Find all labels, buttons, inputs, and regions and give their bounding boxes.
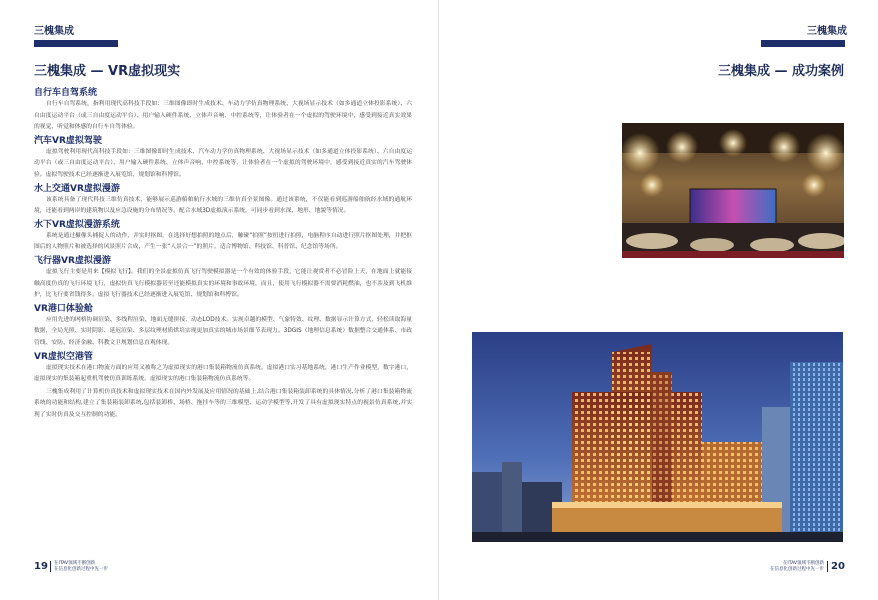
footer-divider <box>827 561 828 572</box>
section-aircraft <box>34 255 412 302</box>
section-airport <box>34 351 412 422</box>
section-underwater <box>34 219 412 254</box>
section-heading: 飞行器VR虚拟漫游 <box>34 255 111 266</box>
right-page <box>439 0 878 600</box>
footer-line-2: 在信息化创新过程中先一步 <box>770 567 824 572</box>
footer-line-1: 在ITAV领域不断创新 <box>782 561 824 566</box>
section-body: 应用先进的网格协调渲染、多线程渲染、地面无缝拼接、动态LOD技术。实现卓越的模型、气象特效、纹理、数据显示计算方式，轻松读取海量数据，全局光照、实时阴影、延迟渲染、多层纹理材质烘培实现更加真实的城市场景细节表现力。3DGIS（地理信息系统）数据整合交通体系、市政管线、安防、经济金融、科教文卫规划信息直观体现。 <box>34 316 412 346</box>
footer-line-1: 在ITAV领域不断创新 <box>54 561 96 566</box>
section-bicycle <box>34 87 412 134</box>
page-title: 三槐集成 — VR虚拟现实 <box>34 64 181 79</box>
page-number: 20 <box>831 561 845 572</box>
section-heading: 自行车自驾系统 <box>34 88 98 98</box>
section-car <box>34 135 412 182</box>
hotel-building-photo <box>472 332 843 542</box>
section-body: 系统是通过摄像头捕捉人的动作，并实时抠图，在选择好想拍照的地点后，触碰“拍照”按扭进行拍照，电脑程序自动进行照片抠图处理，并把抠图后的人物照片和被选择的风景照片合成，产生一张“人景合一”的照片。适合博物馆、科技馆、科普馆、纪念馆等场所。 <box>34 232 412 251</box>
brand-bar <box>761 40 845 47</box>
section-body: 虚拟飞行主要是用来【模拟飞行】。我们的全景虚拟仿真飞行驾驶模拟器是一个有效的体验手段，它能让观赏者不必冒险上天，在地面上就能接触高度仿真的飞行环境飞行，虚拟仿真飞行模拟器甚至还能模拟真实的环境和事故环境，而且，使用飞行模拟器不需要消耗燃油，也不涉及到飞机维护，比飞行要省钱得多。虚拟飞行器技术已经逐渐进入展览馆、规划馆和科博馆。 <box>34 268 412 299</box>
page-number: 19 <box>34 561 48 572</box>
section-body: 该系统具备了现代科技三维仿真技术，能够展示巡游船舶航行水域的三维仿真全景图像。通过该系统，不仅能看到巡游船舶航经水域的通航环境，还能看到两岸的建筑物以及应急设施的分布情况等。配合水域3D虚拟演示系统，可同步看到水深、地形、地貌等情况。 <box>34 196 412 215</box>
section-body: 自行车自驾系统，指利用现代高科技手段如：三维图像即时生成技术、车动力学仿真物理系统、大视场显示技术（如多通道立体投影系统）、六自由度运动平台（或三自由度运动平台）、用户输入硬件系统、立体声音响、中控系统等，让体验者在一个虚拟的驾驶环境中，感受到接近真实效果的视觉、听觉和体感的自行车自驾体验。 <box>34 101 412 131</box>
section-heading: VR虚拟空港管 <box>34 351 93 362</box>
footer-divider <box>50 561 51 572</box>
section-port-cabin <box>34 303 412 350</box>
banquet-hall-photo <box>622 123 844 258</box>
vr-sections <box>34 86 412 422</box>
section-heading: VR港口体验舱 <box>34 303 93 314</box>
hotel-building-image <box>472 332 843 542</box>
section-heading: 汽车VR虚拟驾驶 <box>34 135 102 146</box>
page-title: 三槐集成 — 成功案例 <box>717 64 844 79</box>
section-body: 虚拟驾驶利用现代高科技手段如：三维图像即时生成技术、汽车动力学仿真物理系统、大视场显示技术（如多通道立体投影系统）、六自由度运动平台（或三自由度运动平台）、用户输入硬件系统、立体声音响、中控系统等，让体验者在一个虚拟的驾驶环境中，感受到接近真实的汽车驾驶体验。虚拟驾驶技术已经逐渐进入展览馆、规划馆和科博馆。 <box>34 148 412 178</box>
section-water-traffic <box>34 183 412 218</box>
section-heading: 水下VR虚拟漫游系统 <box>34 219 120 230</box>
brand-label: 三槐集成 <box>807 26 847 37</box>
section-body: 虚拟现实技术在港口物流方面的应用又被称之为虚拟现实的港口集装箱物流仿真系统，虚拟港口实习基地系统，港口生产作业模型，数字港口，虚拟现实的集装箱起重机驾驶仿真训练系统，虚拟现实的港口集装箱物流仿真系统等。 <box>34 364 412 383</box>
footer-line-2: 在信息化创新过程中先一步 <box>54 567 108 572</box>
brand-bar <box>34 40 118 47</box>
footer-tagline <box>770 561 824 573</box>
section-heading: 水上交通VR虚拟漫游 <box>34 183 120 194</box>
section-body-extra: 三槐集成利用了计算机仿真技术和虚拟现实技术在国内外发展及应用情况的基础上,结合港口集装箱装卸系统的具体情况,分析了港口集装箱物流系统的功能和结构,建立了集装箱装卸系统,包括装卸桥、场桥、拖挂车等的三维模型、运动学模型等,开发了具有虚拟现实特点的视景仿真系统,并实现了实时仿真及交互控制的功能。 <box>34 388 412 418</box>
footer-tagline <box>54 561 108 573</box>
banquet-hall-image <box>622 123 844 258</box>
brand-label: 三槐集成 <box>34 26 74 37</box>
